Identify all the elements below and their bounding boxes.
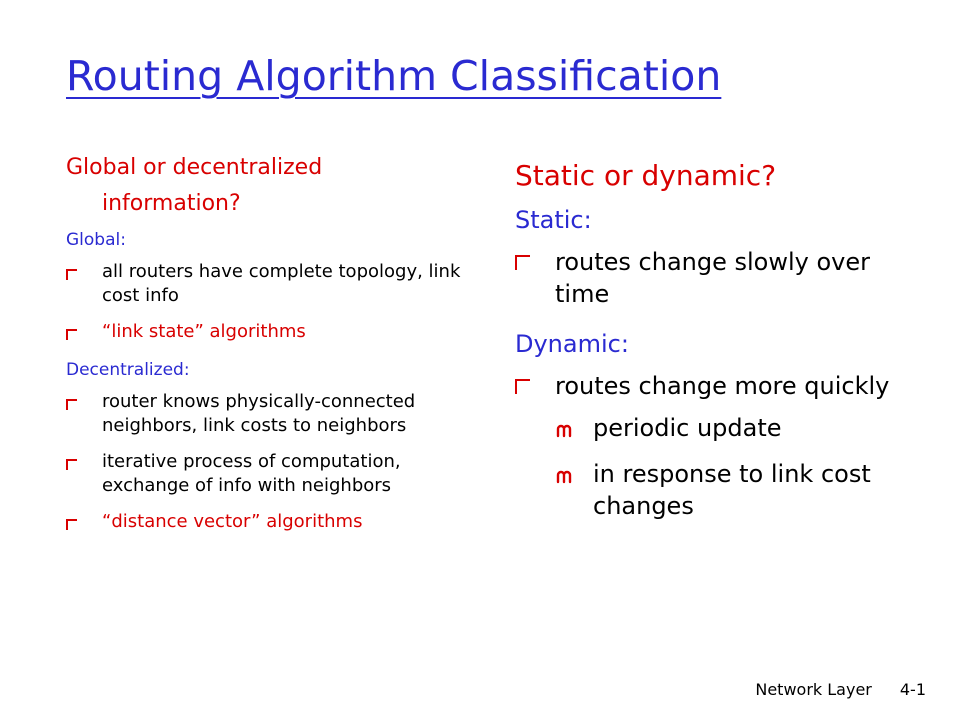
list-item (66, 510, 466, 534)
bullet-icon (515, 255, 530, 270)
footer-section: Network Layer (755, 680, 872, 699)
decentralized-bullet-list (66, 390, 466, 534)
sub-list-item (555, 458, 915, 522)
dynamic-subbullet-list (555, 412, 915, 522)
list-item (66, 260, 466, 308)
list-item (66, 450, 466, 498)
bullet-text: routes change more quickly (555, 372, 890, 400)
bullet-text: “distance vector” algorithms (102, 511, 363, 532)
subbullet-text: periodic update (593, 414, 782, 442)
static-label: Static: (515, 206, 592, 234)
round-bullet-icon (555, 420, 573, 438)
left-column (66, 150, 466, 546)
slide-footer (755, 680, 926, 699)
bullet-icon (66, 519, 77, 530)
bullet-icon (515, 379, 530, 394)
bullet-icon (66, 459, 77, 470)
left-question: Global or decentralized information? (66, 155, 323, 216)
list-item (515, 370, 915, 522)
dynamic-bullet-list (515, 370, 915, 522)
bullet-icon (66, 269, 77, 280)
static-bullet-list (515, 246, 915, 310)
bullet-text: “link state” algorithms (102, 321, 306, 342)
global-label: Global: (66, 230, 126, 250)
slide-title: Routing Algorithm Classification (66, 52, 722, 100)
bullet-icon (66, 329, 77, 340)
bullet-text: iterative process of computation, exchange of info with neighbors (102, 451, 401, 496)
bullet-text: router knows physically-connected neighbors, link costs to neighbors (102, 391, 416, 436)
subbullet-text: in response to link cost changes (593, 460, 871, 520)
bullet-icon (66, 399, 77, 410)
right-column (515, 150, 915, 536)
page-number: 4-1 (899, 680, 926, 699)
sub-list-item (555, 412, 915, 444)
bullet-text: routes change slowly over time (555, 248, 870, 308)
right-question: Static or dynamic? (515, 159, 777, 192)
decentralized-label: Decentralized: (66, 360, 190, 380)
bullet-text: all routers have complete topology, link cost info (102, 261, 461, 306)
list-item (66, 320, 466, 344)
dynamic-label: Dynamic: (515, 330, 629, 358)
list-item (515, 246, 915, 310)
global-bullet-list (66, 260, 466, 344)
round-bullet-icon (555, 466, 573, 484)
list-item (66, 390, 466, 438)
